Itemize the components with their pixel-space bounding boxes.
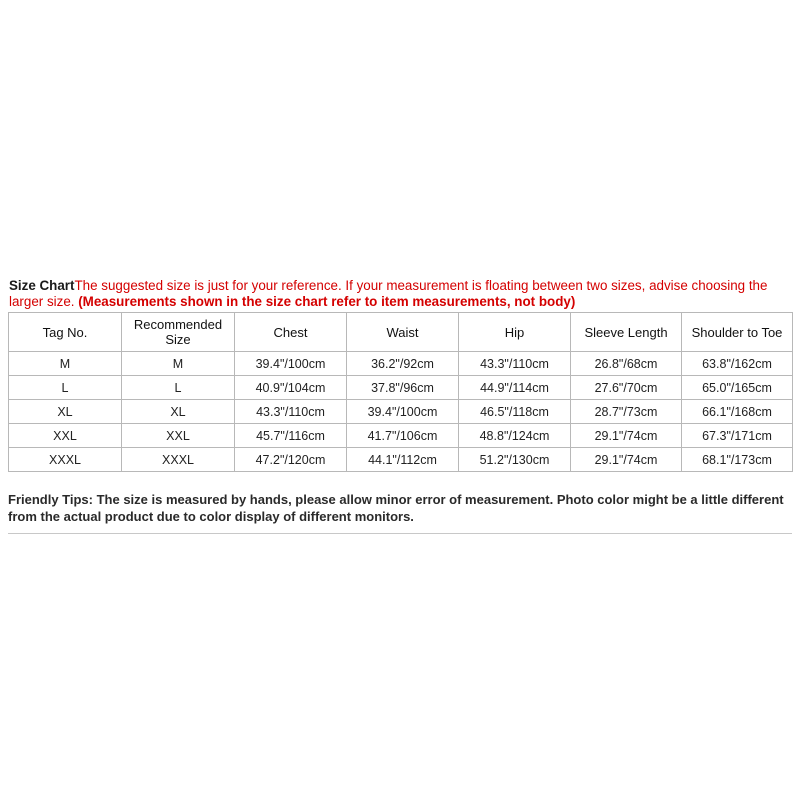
cell-hip: 43.3"/110cm (459, 352, 571, 376)
cell-shoulder-to-toe: 67.3"/171cm (682, 424, 793, 448)
cell-shoulder-to-toe: 65.0"/165cm (682, 376, 793, 400)
cell-recommended-size: XL (122, 400, 235, 424)
cell-waist: 41.7"/106cm (347, 424, 459, 448)
cell-waist: 37.8"/96cm (347, 376, 459, 400)
cell-recommended-size: M (122, 352, 235, 376)
cell-sleeve-length: 28.7"/73cm (571, 400, 682, 424)
cell-chest: 43.3"/110cm (235, 400, 347, 424)
cell-sleeve-length: 29.1"/74cm (571, 448, 682, 472)
size-table (8, 312, 793, 472)
cell-tag-no: L (9, 376, 122, 400)
cell-sleeve-length: 27.6"/70cm (571, 376, 682, 400)
cell-tag-no: XL (9, 400, 122, 424)
measurement-note: (Measurements shown in the size chart refer to item measurements, not body) (78, 294, 576, 309)
cell-shoulder-to-toe: 63.8"/162cm (682, 352, 793, 376)
cell-recommended-size: L (122, 376, 235, 400)
header-tag-no: Tag No. (9, 313, 122, 352)
header-chest: Chest (235, 313, 347, 352)
header-recommended-size: Recommended Size (122, 313, 235, 352)
cell-chest: 40.9"/104cm (235, 376, 347, 400)
header-shoulder-to-toe: Shoulder to Toe (682, 313, 793, 352)
cell-sleeve-length: 29.1"/74cm (571, 424, 682, 448)
header-waist: Waist (347, 313, 459, 352)
table-row (9, 376, 793, 400)
cell-waist: 44.1"/112cm (347, 448, 459, 472)
cell-shoulder-to-toe: 66.1"/168cm (682, 400, 793, 424)
size-chart-label: Size Chart (9, 278, 75, 293)
cell-shoulder-to-toe: 68.1"/173cm (682, 448, 793, 472)
header-sleeve-length: Sleeve Length (571, 313, 682, 352)
table-row (9, 448, 793, 472)
size-chart-intro (8, 278, 792, 310)
cell-waist: 39.4"/100cm (347, 400, 459, 424)
cell-hip: 51.2"/130cm (459, 448, 571, 472)
cell-waist: 36.2"/92cm (347, 352, 459, 376)
table-row (9, 424, 793, 448)
cell-chest: 39.4"/100cm (235, 352, 347, 376)
size-chart (8, 278, 792, 472)
cell-recommended-size: XXXL (122, 448, 235, 472)
cell-tag-no: XXXL (9, 448, 122, 472)
table-row (9, 400, 793, 424)
friendly-tips: Friendly Tips: The size is measured by hands, please allow minor error of measurement. Photo color might be a little different from the actual product due to color display of different monitors. (8, 491, 792, 534)
cell-hip: 46.5"/118cm (459, 400, 571, 424)
size-reference-note: The suggested size is just for your reference. If your measurement is floating between two sizes, advise choosing the larger size. (9, 278, 768, 309)
cell-hip: 48.8"/124cm (459, 424, 571, 448)
cell-hip: 44.9"/114cm (459, 376, 571, 400)
cell-recommended-size: XXL (122, 424, 235, 448)
cell-chest: 45.7"/116cm (235, 424, 347, 448)
table-header-row (9, 313, 793, 352)
cell-chest: 47.2"/120cm (235, 448, 347, 472)
cell-tag-no: XXL (9, 424, 122, 448)
header-hip: Hip (459, 313, 571, 352)
cell-sleeve-length: 26.8"/68cm (571, 352, 682, 376)
table-row (9, 352, 793, 376)
cell-tag-no: M (9, 352, 122, 376)
